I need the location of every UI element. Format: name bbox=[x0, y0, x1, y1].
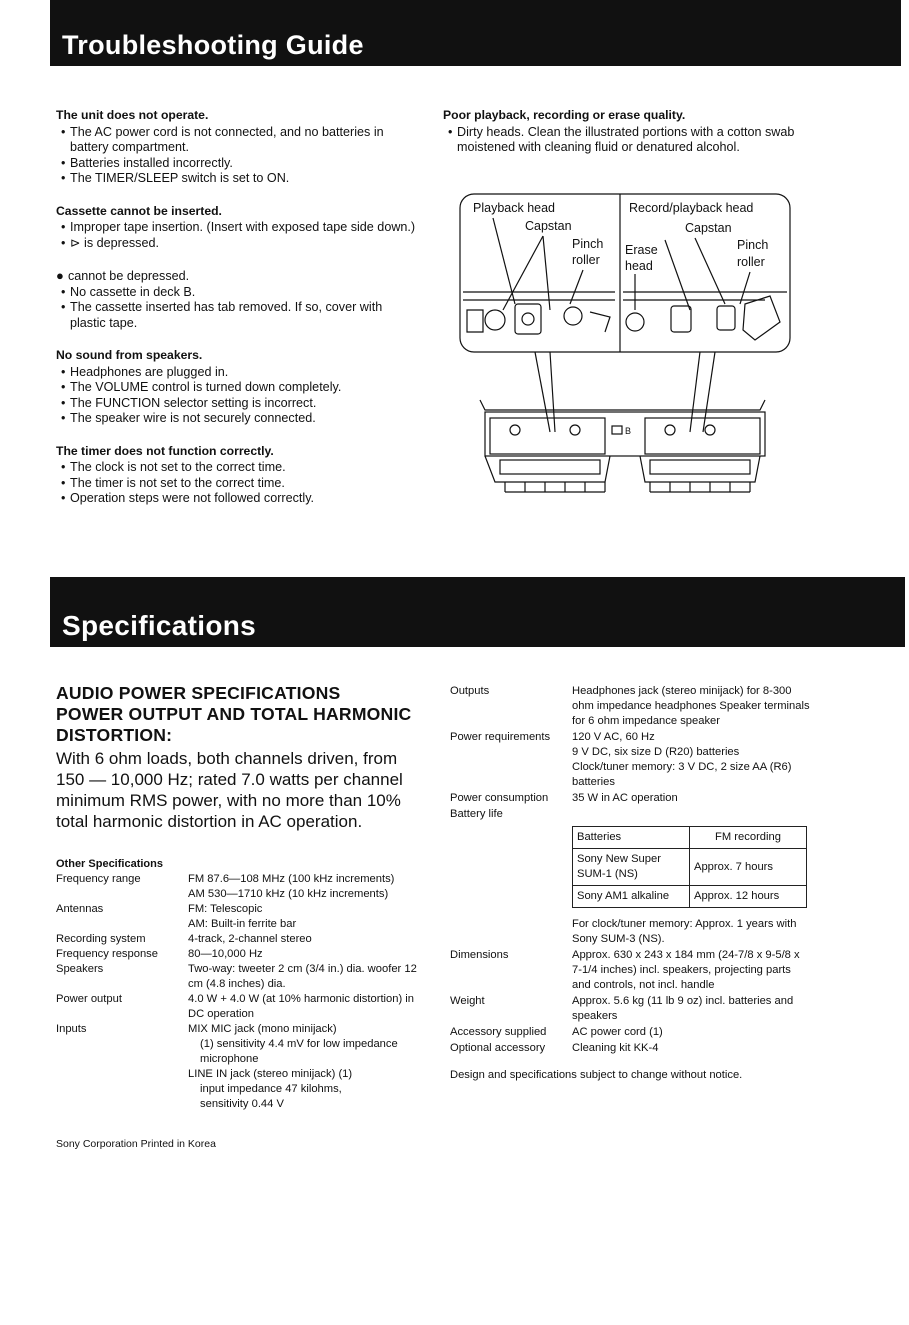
issue-item: • The VOLUME control is turned down completely. bbox=[56, 380, 418, 396]
table-header: FM recording bbox=[690, 827, 807, 849]
capstan-left-icon bbox=[515, 304, 541, 334]
troubleshooting-banner bbox=[50, 0, 901, 66]
label-roller-right: roller bbox=[737, 255, 765, 269]
battery-table-row bbox=[450, 823, 810, 916]
pinch-roller-left-icon bbox=[564, 307, 582, 325]
spec-value: LINE IN jack (stereo minijack) (1) bbox=[188, 1068, 353, 1080]
specifications-banner bbox=[50, 577, 905, 647]
issue-no-sound bbox=[56, 348, 418, 427]
spec-value: Approx. 630 x 243 x 184 mm (24-7/8 x 9-5/8 x 7-1/4 inches) incl. speakers, projecting parts and controls, not incl. handle bbox=[572, 949, 800, 991]
spec-value: Approx. 5.6 kg (11 lb 9 oz) incl. batteries and speakers bbox=[572, 995, 794, 1022]
issue-heading: The timer does not function correctly. bbox=[56, 443, 274, 458]
issue-item: • Improper tape insertion. (Insert with exposed tape side down.) bbox=[56, 220, 418, 236]
troubleshooting-left-column bbox=[56, 108, 418, 524]
label-roller-left: roller bbox=[572, 253, 600, 267]
spec-frequency-range bbox=[56, 872, 426, 902]
issue-item: • The TIMER/SLEEP switch is set to ON. bbox=[56, 171, 418, 187]
label-capstan-right: Capstan bbox=[685, 221, 732, 235]
table-header-row bbox=[573, 827, 807, 849]
record-head-icon bbox=[671, 306, 691, 332]
issue-item: • No cassette in deck B. bbox=[56, 285, 418, 301]
spec-label: Battery life bbox=[450, 808, 503, 820]
issue-item: • The FUNCTION selector setting is incorrect. bbox=[56, 396, 418, 412]
spec-notice: Design and specifications subject to change without notice. bbox=[450, 1069, 743, 1081]
spec-value: Headphones jack (stereo minijack) for 8-300 ohm impedance headphones Speaker terminals for 6 ohm impedance speaker bbox=[572, 685, 810, 727]
spec-value: (1) sensitivity 4.4 mV for low impedance microphone bbox=[200, 1038, 398, 1065]
other-specifications bbox=[56, 857, 426, 1112]
issue-item: • The speaker wire is not securely connected. bbox=[56, 411, 418, 427]
spec-label: Speakers bbox=[56, 963, 104, 975]
spec-power-output bbox=[56, 992, 426, 1022]
spec-dimensions bbox=[450, 948, 810, 993]
battery-life-table bbox=[572, 826, 807, 908]
spec-label: Frequency response bbox=[56, 948, 158, 960]
pinch-roller-right-icon bbox=[743, 296, 780, 340]
spec-value: FM 87.6—108 MHz (100 kHz increments) bbox=[188, 873, 395, 885]
footer-credit: Sony Corporation Printed in Korea bbox=[56, 1138, 216, 1150]
playback-head-part-icon bbox=[485, 310, 505, 330]
head-cleaning-diagram bbox=[455, 192, 795, 494]
label-erase: Erase bbox=[625, 243, 658, 257]
spec-label: Frequency range bbox=[56, 873, 141, 885]
issue-item: • Dirty heads. Clean the illustrated portions with a cotton swab moistened with cleaning fluid or denatured alcohol. bbox=[443, 125, 808, 156]
spec-value: 80—10,000 Hz bbox=[188, 948, 263, 960]
spec-value: 4.0 W + 4.0 W (at 10% harmonic distortion) in DC operation bbox=[188, 993, 415, 1020]
table-cell: Sony AM1 alkaline bbox=[573, 886, 690, 908]
issue-item: • The timer is not set to the correct time. bbox=[56, 476, 418, 492]
audio-paragraph: With 6 ohm loads, both channels driven, from 150 — 10,000 Hz; rated 7.0 watts per channel minimum RMS power, with no more than 10% total harmonic distortion in AC operation. bbox=[56, 749, 403, 831]
spec-label: Optional accessory bbox=[450, 1042, 546, 1054]
troubleshooting-title: Troubleshooting Guide bbox=[62, 30, 364, 60]
capstan-right-icon bbox=[717, 306, 735, 330]
issue-item: • ⊳ is depressed. bbox=[56, 236, 418, 252]
spec-value: Cleaning kit KK-4 bbox=[572, 1042, 659, 1054]
label-pinch-left: Pinch bbox=[572, 237, 604, 251]
spec-weight bbox=[450, 994, 810, 1024]
spec-battery-life bbox=[450, 807, 810, 822]
spec-value: AM: Built-in ferrite bar bbox=[188, 918, 297, 930]
spec-frequency-response bbox=[56, 947, 426, 962]
table-row bbox=[573, 849, 807, 886]
spec-label: Outputs bbox=[450, 685, 490, 697]
spec-accessory-supplied bbox=[450, 1025, 810, 1040]
specifications-right-column bbox=[450, 684, 810, 1083]
other-specifications-title: Other Specifications bbox=[56, 858, 163, 870]
cassette-deck-illustration bbox=[480, 400, 765, 492]
issue-timer bbox=[56, 444, 418, 507]
specifications-title: Specifications bbox=[62, 610, 257, 641]
spec-value: AC power cord (1) bbox=[572, 1026, 663, 1038]
spec-value: Clock/tuner memory: 3 V DC, 2 size AA (R6) batteries bbox=[572, 761, 792, 788]
spec-value: 9 V DC, six size D (R20) batteries bbox=[572, 746, 740, 758]
spec-value: sensitivity 0.44 V bbox=[200, 1098, 284, 1110]
spec-inputs bbox=[56, 1022, 426, 1112]
issue-heading: Cassette cannot be inserted. bbox=[56, 203, 222, 218]
troubleshooting-right-column bbox=[443, 108, 808, 173]
table-cell: Approx. 12 hours bbox=[690, 886, 807, 908]
spec-label: Inputs bbox=[56, 1023, 87, 1035]
label-pinch-right: Pinch bbox=[737, 238, 769, 252]
issue-heading: No sound from speakers. bbox=[56, 348, 203, 362]
label-head: head bbox=[625, 259, 653, 273]
spec-label: Antennas bbox=[56, 903, 104, 915]
spec-label: Accessory supplied bbox=[450, 1026, 547, 1038]
erase-head-icon bbox=[626, 313, 644, 331]
label-capstan-left: Capstan bbox=[525, 219, 572, 233]
spec-value: For clock/tuner memory: Approx. 1 years with Sony SUM-3 (NS). bbox=[572, 918, 797, 945]
label-playback-head: Playback head bbox=[473, 201, 556, 215]
spec-clock-note bbox=[450, 917, 810, 947]
table-header: Batteries bbox=[573, 827, 690, 849]
issue-item: • Batteries installed incorrectly. bbox=[56, 156, 418, 172]
spec-outputs bbox=[450, 684, 810, 729]
issue-cannot-depress bbox=[56, 268, 418, 331]
table-cell: Approx. 7 hours bbox=[690, 849, 807, 886]
spec-label: Power requirements bbox=[450, 731, 551, 743]
issue-heading: The unit does not operate. bbox=[56, 108, 209, 122]
audio-heading-line: DISTORTION: bbox=[56, 725, 173, 745]
issue-item: • The clock is not set to the correct time. bbox=[56, 460, 418, 476]
issue-cassette-insert bbox=[56, 204, 418, 252]
spec-label: Power output bbox=[56, 993, 122, 1005]
table-cell: Sony New Super SUM-1 (NS) bbox=[573, 849, 690, 886]
deck-b-label: B bbox=[625, 426, 632, 436]
spec-value: input impedance 47 kilohms, bbox=[200, 1083, 342, 1095]
spec-power-requirements bbox=[450, 730, 810, 790]
spec-label: Dimensions bbox=[450, 949, 509, 961]
spec-label: Weight bbox=[450, 995, 485, 1007]
spec-label: Recording system bbox=[56, 933, 146, 945]
issue-unit-not-operate bbox=[56, 108, 418, 187]
spec-value: 35 W in AC operation bbox=[572, 792, 678, 804]
spec-value: FM: Telescopic bbox=[188, 903, 263, 915]
spec-value: 120 V AC, 60 Hz bbox=[572, 731, 655, 743]
audio-power-specifications bbox=[56, 683, 421, 832]
spec-power-consumption bbox=[450, 791, 810, 806]
label-record-playback-head: Record/playback head bbox=[629, 201, 754, 215]
audio-heading-line: AUDIO POWER SPECIFICATIONS bbox=[56, 683, 341, 703]
spec-label: Power consumption bbox=[450, 792, 549, 804]
callout-box bbox=[460, 194, 790, 352]
spec-speakers bbox=[56, 962, 426, 992]
spec-value: 4-track, 2-channel stereo bbox=[188, 933, 312, 945]
issue-item: • The AC power cord is not connected, and no batteries in battery compartment. bbox=[56, 125, 418, 156]
issue-poor-playback bbox=[443, 108, 808, 156]
issue-item: • The cassette inserted has tab removed. If so, cover with plastic tape. bbox=[56, 300, 418, 331]
issue-item: • Operation steps were not followed correctly. bbox=[56, 491, 418, 507]
issue-heading: Poor playback, recording or erase quality. bbox=[443, 108, 686, 122]
spec-value: Two-way: tweeter 2 cm (3/4 in.) dia. woofer 12 cm (4.8 inches) dia. bbox=[188, 963, 417, 990]
issue-item: • Headphones are plugged in. bbox=[56, 365, 418, 381]
spec-value: AM 530—1710 kHz (10 kHz increments) bbox=[188, 888, 389, 900]
issue-item-stop-button: ● cannot be depressed. bbox=[56, 268, 418, 285]
audio-heading-line: POWER OUTPUT AND TOTAL HARMONIC bbox=[56, 704, 412, 724]
spec-antennas bbox=[56, 902, 426, 932]
spec-recording-system bbox=[56, 932, 426, 947]
spec-optional-accessory bbox=[450, 1041, 810, 1056]
table-row bbox=[573, 886, 807, 908]
spec-value: MIX MIC jack (mono minijack) bbox=[188, 1023, 337, 1035]
